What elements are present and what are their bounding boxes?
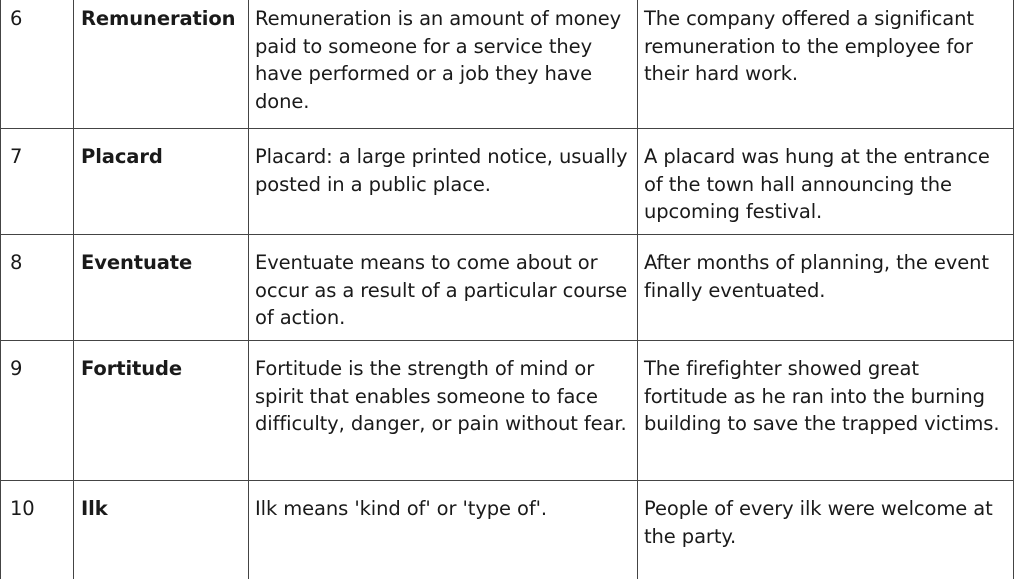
word-meaning: Placard: a large printed notice, usually posted in a public place. [249, 129, 638, 235]
example-sentence: The firefighter showed great fortitude as he ran into the burning building to save the trapped victims. [638, 341, 1014, 481]
row-number: 8 [1, 235, 74, 341]
example-sentence: The company offered a significant remuneration to the employee for their hard work. [638, 0, 1014, 129]
row-number: 7 [1, 129, 74, 235]
vocab-word: Placard [74, 129, 249, 235]
example-sentence: After months of planning, the event finally eventuated. [638, 235, 1014, 341]
table-row [1, 235, 1014, 341]
row-number: 6 [1, 0, 74, 129]
word-meaning: Remuneration is an amount of money paid to someone for a service they have performed or a job they have done. [249, 0, 638, 129]
row-number: 10 [1, 481, 74, 579]
table-row [1, 481, 1014, 579]
vocab-word: Ilk [74, 481, 249, 579]
row-number: 9 [1, 341, 74, 481]
vocab-word: Eventuate [74, 235, 249, 341]
word-meaning: Eventuate means to come about or occur as a result of a particular course of action. [249, 235, 638, 341]
table-row [1, 0, 1014, 129]
table-row [1, 341, 1014, 481]
word-meaning: Ilk means 'kind of' or 'type of'. [249, 481, 638, 579]
vocab-word: Remuneration [74, 0, 249, 129]
vocab-word: Fortitude [74, 341, 249, 481]
example-sentence: A placard was hung at the entrance of the town hall announcing the upcoming festival. [638, 129, 1014, 235]
word-meaning: Fortitude is the strength of mind or spirit that enables someone to face difficulty, danger, or pain without fear. [249, 341, 638, 481]
example-sentence: People of every ilk were welcome at the party. [638, 481, 1014, 579]
table-row [1, 129, 1014, 235]
